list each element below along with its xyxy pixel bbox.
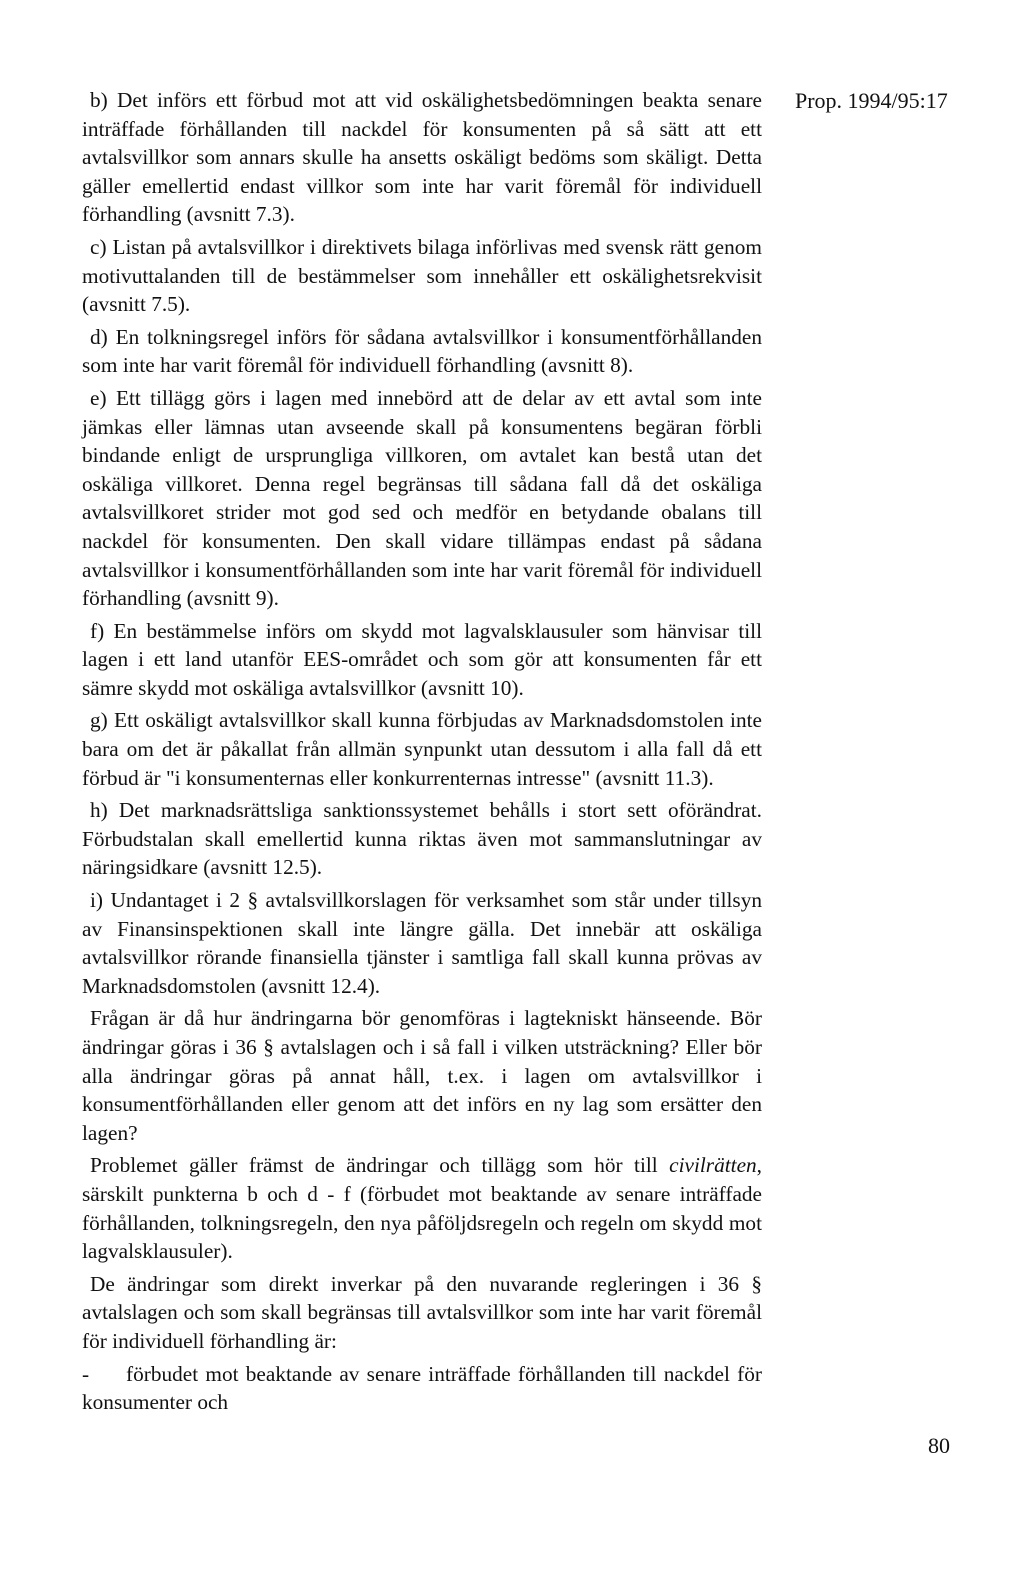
paragraph-c: c) Listan på avtalsvillkor i direktivets bilaga införlivas med svensk rätt genom motivuttalanden till de bestämmelser som innehåller ett oskälighetsrekvisit (avsnitt 7.5). bbox=[82, 234, 762, 317]
paragraph-f: f) En bestämmelse införs om skydd mot lagvalsklausuler som hänvisar till lagen i ett land utanför EES-området och som gör att konsumenten får ett sämre skydd mot oskäliga avtalsvillkor (avsnitt 10). bbox=[82, 618, 762, 700]
paragraph-problem bbox=[82, 1151, 762, 1265]
problem-text-start: Problemet gäller främst de ändringar och tillägg som hör till bbox=[90, 1153, 670, 1178]
dash-list-item bbox=[82, 1360, 762, 1417]
dash-item-text: förbudet mot beaktande av senare inträffade förhållanden till nackdel för konsumenter och bbox=[82, 1361, 762, 1415]
paragraph-changes-intro: De ändringar som direkt inverkar på den nuvarande regleringen i 36 § avtalslagen och som skall begränsas till avtalsvillkor som inte har varit föremål för individuell förhandling är: bbox=[82, 1271, 762, 1353]
problem-text-end: , särskilt punkterna b och d - f (förbudet mot beaktande av senare inträffade förhållanden, tolkningsregeln, den nya påföljdsregeln och regeln om skydd mot lagvalsklausuler). bbox=[82, 1153, 762, 1264]
paragraph-g: g) Ett oskäligt avtalsvillkor skall kunna förbjudas av Marknadsdomstolen inte bara om det är påkallat från allmän synpunkt utan dessutom i alla fall då ett förbud är "i konsumenternas eller konkurrenternas intresse" (avsnitt 11.3). bbox=[82, 708, 762, 790]
main-text bbox=[82, 86, 762, 1421]
problem-text-italic: civilrätten bbox=[669, 1153, 757, 1178]
paragraph-e: e) Ett tillägg görs i lagen med innebörd att de delar av ett avtal som inte jämkas eller lämnas utan avseende skall på konsumentens begäran förbli bindande enligt de ursprungliga villkoren, om avtalet kan bestå utan det oskäliga villkoret. Denna regel begränsas till sådana fall då det oskäliga avtalsvillkoret strider mot god sed och medför en betydande obalans till nackdel för konsumenten. Den skall vidare tillämpas endast på sådana avtalsvillkor i konsumentförhållanden som inte har varit föremål för individuell förhandling (avsnitt 9). bbox=[82, 385, 762, 611]
paragraph-i: i) Undantaget i 2 § avtalsvillkorslagen för verksamhet som står under tillsyn av Finansinspektionen skall inte längre gälla. Det innebär att oskäliga avtalsvillkor rörande finansiella tjänster i samtliga fall skall kunna prövas av Marknadsdomstolen (avsnitt 12.4). bbox=[82, 888, 762, 998]
page-number: 80 bbox=[928, 1433, 950, 1458]
proposition-reference: Prop. 1994/95:17 bbox=[795, 88, 948, 113]
paragraph-b: b) Det införs ett förbud mot att vid oskälighetsbedömningen beakta senare inträffade förhållanden till nackdel för konsumenten på så sätt att ett avtalsvillkor som annars skulle ha ansetts oskäligt bedöms som skäligt. Detta gäller emellertid endast villkor som inte har varit föremål för individuell förhandling (avsnitt 7.3). bbox=[82, 88, 762, 227]
paragraph-question: Frågan är då hur ändringarna bör genomföras i lagtekniskt hänseende. Bör ändringar göras i 36 § avtalslagen och i så fall i vilken utsträckning? Eller bör alla ändringar göras på annat håll, t.ex. i lagen om avtalsvillkor i konsumentförhållanden eller genom att det införs en ny lag som ersätter den lagen? bbox=[82, 1006, 762, 1145]
paragraph-h: h) Det marknadsrättsliga sanktionssystemet behålls i stort sett oförändrat. Förbudstalan skall emellertid kunna riktas även mot sammanslutningar av näringsidkare (avsnitt 12.5). bbox=[82, 798, 762, 880]
dash-marker: - bbox=[82, 1361, 90, 1386]
paragraph-d: d) En tolkningsregel införs för sådana avtalsvillkor i konsumentförhållanden som inte har varit föremål för individuell förhandling (avsnitt 8). bbox=[82, 324, 762, 378]
